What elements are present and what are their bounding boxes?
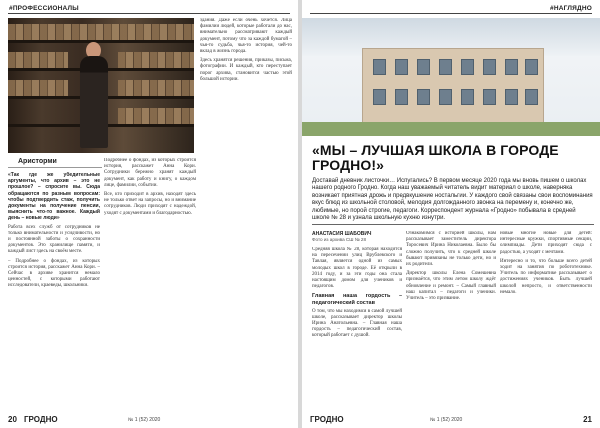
left-lead-quote: «Так где же убедительные аргументы, что архив – это не прошлое? – спросите вы. Сюда обращаются по разным вопросам: чтобы подтвердить стаж, получить документы на получение пенсии, выяснить что-то важное. Каждый день – новые люди» bbox=[8, 172, 100, 222]
right-paragraph: Директор школы Елена Сомешевна признаётся, что этим летом школу ждёт обновление и ремонт. – Самый главный наш капитал – педагоги и ученики. Учитель – это призвание. bbox=[406, 271, 496, 302]
photo-credit: Фото из архива СШ № 28 bbox=[312, 237, 367, 242]
right-footer-issue: № 1 (52) 2020 bbox=[430, 417, 463, 423]
right-paragraph: Ознакомимся с историей школы, нам рассказывает заместитель директора Торосевич Ирина Николаевна. Было бы сложно получить, что к средней школе бывают привязаны не только дети, но и их родители. bbox=[406, 231, 496, 268]
right-column-3 bbox=[500, 231, 592, 410]
right-footer-title: ГРОДНО bbox=[310, 415, 344, 424]
left-footer-title: ГРОДНО bbox=[24, 415, 58, 424]
person-figure bbox=[80, 56, 108, 148]
photo-caption-name: Аристорми bbox=[18, 158, 57, 165]
left-paragraph: Здесь хранятся решения, приказы, письма, фотографии. И каждый, кто переступает порог архива, становится частью этой большой истории. bbox=[200, 58, 292, 82]
right-rubric-rule bbox=[310, 13, 592, 14]
left-column-1 bbox=[8, 172, 100, 410]
right-rubric: #НАГЛЯДНО bbox=[550, 5, 592, 12]
caption-rule bbox=[8, 167, 102, 168]
left-paragraph: – Подробнее о фондах, из которых строится история, расскажет Анна Кори. – Сейчас в архиве хранится немало ценностей, с которыми работают исследователи, краеведы, школьники. bbox=[8, 258, 100, 289]
left-footer-issue: № 1 (52) 2020 bbox=[128, 417, 161, 423]
left-page-number: 20 bbox=[8, 415, 17, 424]
left-paragraph: здания. Даже если очень хочется. Лица фамилии людей, которые работали до нас, внимательно рассматривают каждый документ, потому что за каждой бумагой – чья-то судьба, чья-то история, чей-то вклад в жизнь города. bbox=[200, 18, 292, 55]
school-building bbox=[362, 48, 544, 124]
left-column-2 bbox=[104, 158, 196, 410]
left-rubric-rule bbox=[8, 13, 290, 14]
right-subhead: Главная наша гордость – педагогический состав bbox=[312, 293, 402, 307]
left-rubric: #ПРОФЕССИОНАЛЫ bbox=[9, 5, 79, 12]
school-photo bbox=[302, 18, 600, 136]
left-page bbox=[0, 0, 298, 428]
article-headline: «МЫ – ЛУЧШАЯ ШКОЛА В ГОРОДЕ ГРОДНО!» bbox=[312, 142, 559, 173]
right-paragraph: Интересно и то, что больше всего детей ходит на занятия по робототехнике. Учитель по информатике рассказывает о достижениях учеников. Быть лучшей школой непросто, и ответственности немало. bbox=[500, 258, 592, 295]
article-author: АНАСТАСИЯ ШАБОВИЧ bbox=[312, 231, 372, 237]
left-paragraph: Подробнее о фондах, из которых строится история, расскажет Анна Кори. Сотрудники бережно хранят каждый документ, как работу и книгу, о каждом лице, фамилии, событии. bbox=[104, 158, 196, 188]
right-page-number: 21 bbox=[583, 415, 592, 424]
left-paragraph: Все, кто приходит в архив, находят здесь не только ответ на запросы, но и внимание сотрудников. Люди приходят с надеждой, уходят с документами и благодарностью. bbox=[104, 192, 196, 216]
lead-rule bbox=[312, 224, 594, 225]
archive-photo bbox=[8, 18, 194, 153]
left-paragraph: Работа всех служб от сотрудников не только внимательности и усидчивости, но и постоянной заботы о сохранности документов. Это хранилище памяти, и каждый лист здесь на своём месте. bbox=[8, 224, 100, 255]
right-paragraph: новые многие новые для детей: интересные кружки, спортивные секции, олимпиады. Дети приходят сюда с радостью, а уходят с мечтами. bbox=[500, 231, 592, 255]
right-column-2 bbox=[406, 231, 496, 410]
left-column-3 bbox=[200, 18, 292, 410]
right-page bbox=[302, 0, 600, 428]
right-column-1 bbox=[312, 247, 402, 410]
article-lead: Доставай дневник листочки… Испугались? В первом месяце 2020 года мы вновь пишем о школах нашего родного Гродно. Когда наш уважаемый читатель видит материал о школе, наверняка возникает приятная дрожь и предвкушение ностальгии. У каждого свой связаны свои воспоминания вкус блюд из школьной столовой, мелодия долгожданного звонка на перемену и, конечно же, любимые, но порой строгие, педагоги. Корреспондент журнала «Гродно» побывала в средней школе № 28 и узнала школьную кухню изнутри. bbox=[312, 178, 593, 222]
right-paragraph: О том, что мы находимся в самой лучшей школе, рассказывает директор школы Ирина Анатольевна. – Главная наша гордость – педагогический состав, который работает с душой. bbox=[312, 308, 402, 339]
right-paragraph: Средняя школа № 28, которая находится на пересечении улиц Врублевского и Тавлая, является одной из самых молодых школ в городе. Её открыли в 2014 году, и за эти годы она стала настоящим домом для учеников и педагогов. bbox=[312, 247, 402, 290]
